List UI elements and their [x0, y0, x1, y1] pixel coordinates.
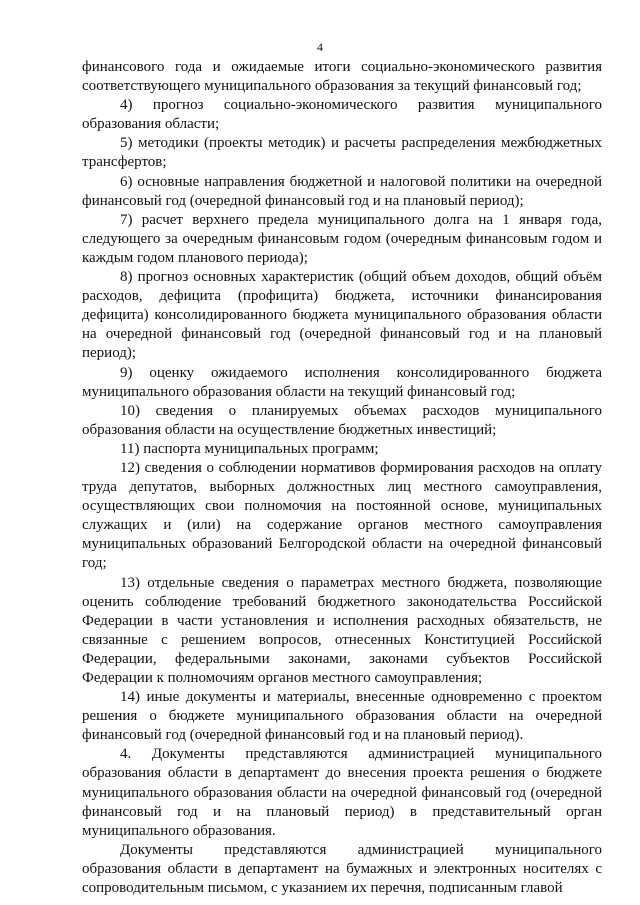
list-item-5: 5) методики (проекты методик) и расчеты распределения межбюджетных трансфертов;: [82, 135, 602, 171]
list-item-11: 11) паспорта муниципальных программ;: [120, 440, 379, 457]
section-4-paragraph: 4. Документы представляются администрацией муниципального образования области в департамент до внесения проекта решения о бюджете муниципального образования области на очередной финансовый год (очередной финансовый год и на плановый период) в представительный орган муниципального образования.: [82, 746, 602, 839]
list-item-4: 4) прогноз социально-экономического развития муниципального образования области;: [82, 97, 602, 133]
body-text: [82, 58, 602, 898]
list-item-10: 10) сведения о планируемых объемах расходов муниципального образования области на осуществление бюджетных инвестиций;: [82, 402, 602, 438]
list-item-9: 9) оценку ожидаемого исполнения консолидированного бюджета муниципального образования области на текущий финансовый год;: [82, 364, 602, 400]
list-item-8: 8) прогноз основных характеристик (общий объем доходов, общий объём расходов, дефицита (профицита) бюджета, источники финансирования дефицита) консолидированного бюджета муниципального образования области на очередной финансовый год (очередной финансовый год и на плановый период);: [82, 269, 602, 362]
page-number: 4: [317, 40, 323, 54]
list-item-6: 6) основные направления бюджетной и налоговой политики на очередной финансовый год (очередной финансовый год и на плановый период);: [82, 173, 602, 209]
list-item-7: 7) расчет верхнего предела муниципального долга на 1 января года, следующего за очередным финансовым годом (очередным финансовым годом и каждым годом планового периода);: [82, 211, 602, 266]
list-item-12: 12) сведения о соблюдении нормативов формирования расходов на оплату труда депутатов, выборных должностных лиц местного самоуправления, осуществляющих свои полномочия на постоянной основе, муниципальных служащих и (или) на содержание органов местного самоуправления муниципальных образований Белгородской области на очередной финансовый год;: [82, 459, 602, 572]
documents-paragraph: Документы представляются администрацией муниципального образования области в департамент на бумажных и электронных носителях с сопроводительным письмом, с указанием их перечня, подписанным главой: [82, 841, 602, 897]
paragraph-continuation: финансового года и ожидаемые итоги социально-экономического развития соответствующего муниципального образования за текущий финансовый год;: [82, 59, 602, 95]
list-item-14: 14) иные документы и материалы, внесенные одновременно с проектом решения о бюджете муниципального образования области на очередной финансовый год (очередной финансовый год и на плановый период).: [82, 689, 602, 744]
list-item-13: 13) отдельные сведения о параметрах местного бюджета, позволяющие оценить соблюдение требований бюджетного законодательства Российской Федерации в части установления и исполнения расходных обязательств, не связанные с решением вопросов, отнесенных Конституцией Российской Федерации, федеральными законами, законами субъектов Российской Федерации к полномочиям органов местного самоуправления;: [82, 574, 602, 686]
